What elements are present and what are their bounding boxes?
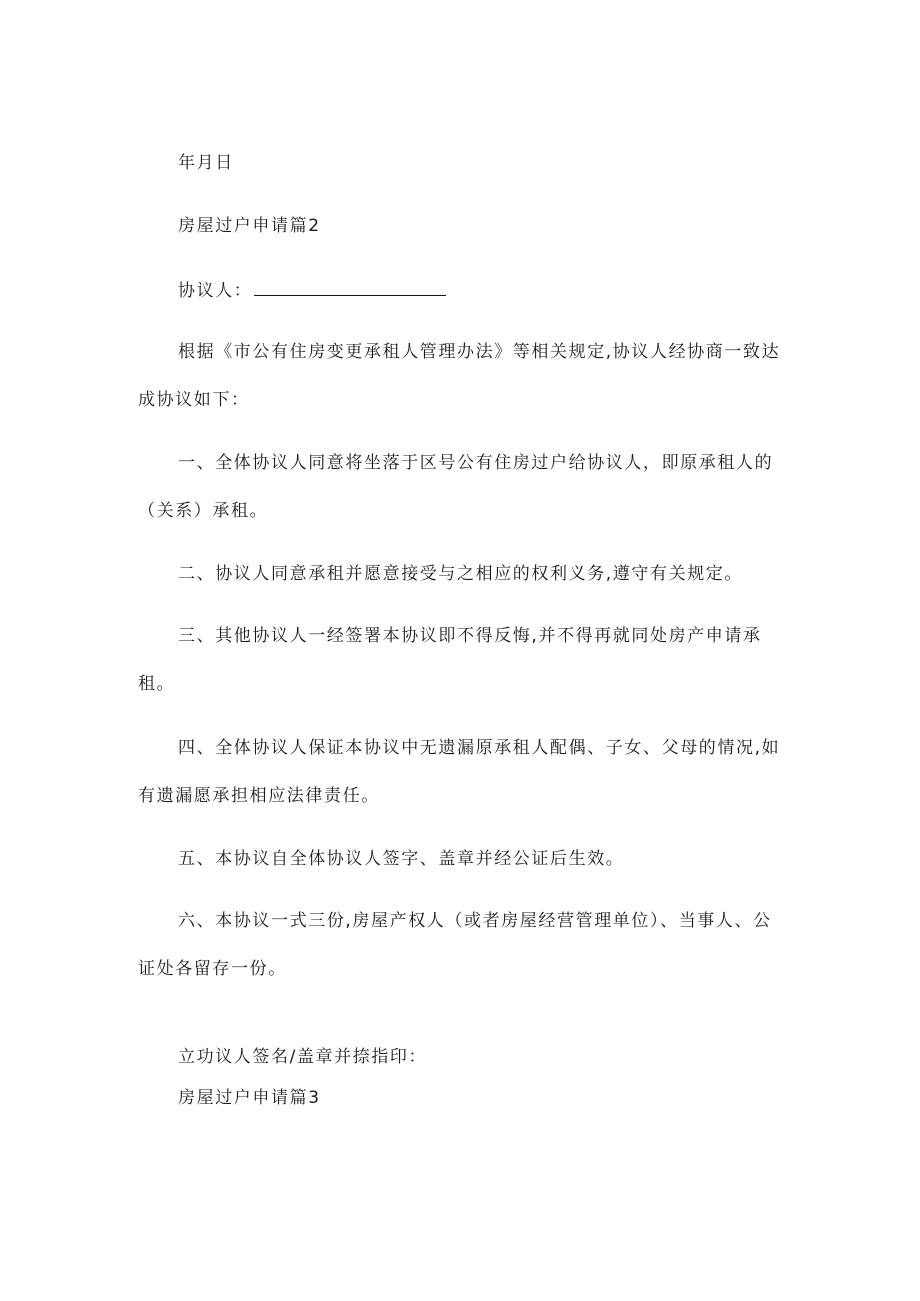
clause3-line-1: 三、其他协议人一经签署本协议即不得反悔,并不得再就同处房产申请承 — [178, 626, 762, 646]
clause6-line-1: 六、本协议一式三份,房屋产权人（或者房屋经营管理单位）、当事人、公 — [178, 911, 772, 931]
clause2-line-1: 二、协议人同意承租并愿意接受与之相应的权利义务,遵守有关规定。 — [178, 564, 744, 584]
clause4-line-2: 有遗漏愿承担相应法律责任。 — [138, 786, 380, 806]
clause4-line-1: 四、全体协议人保证本协议中无遗漏原承租人配偶、子女、父母的情况,如 — [178, 738, 781, 758]
signature-line: 立功议人签名/盖章并捺指印： — [178, 1047, 428, 1067]
clause6-line-2: 证处各留存一份。 — [138, 959, 287, 979]
clause1-line-1: 一、全体协议人同意将坐落于区号公有住房过户给协议人，即原承租人的 — [178, 453, 774, 473]
clause5-line-1: 五、本协议自全体协议人签字、盖章并经公证后生效。 — [178, 849, 625, 869]
intro-line-1: 根据《市公有住房变更承租人管理办法》等相关规定,协议人经协商一致达 — [178, 342, 781, 362]
clause3-line-2: 租。 — [138, 674, 176, 694]
party-label: 协议人： — [178, 281, 253, 301]
intro-line-2: 成协议如下： — [138, 390, 250, 410]
party-line — [178, 280, 446, 302]
party-blank-underline — [254, 281, 446, 296]
section3-title: 房屋过户申请篇3 — [178, 1088, 321, 1108]
date-line: 年月日 — [178, 153, 234, 173]
section2-title: 房屋过户申请篇2 — [178, 216, 321, 236]
clause1-line-2: （关系）承租。 — [138, 501, 269, 521]
